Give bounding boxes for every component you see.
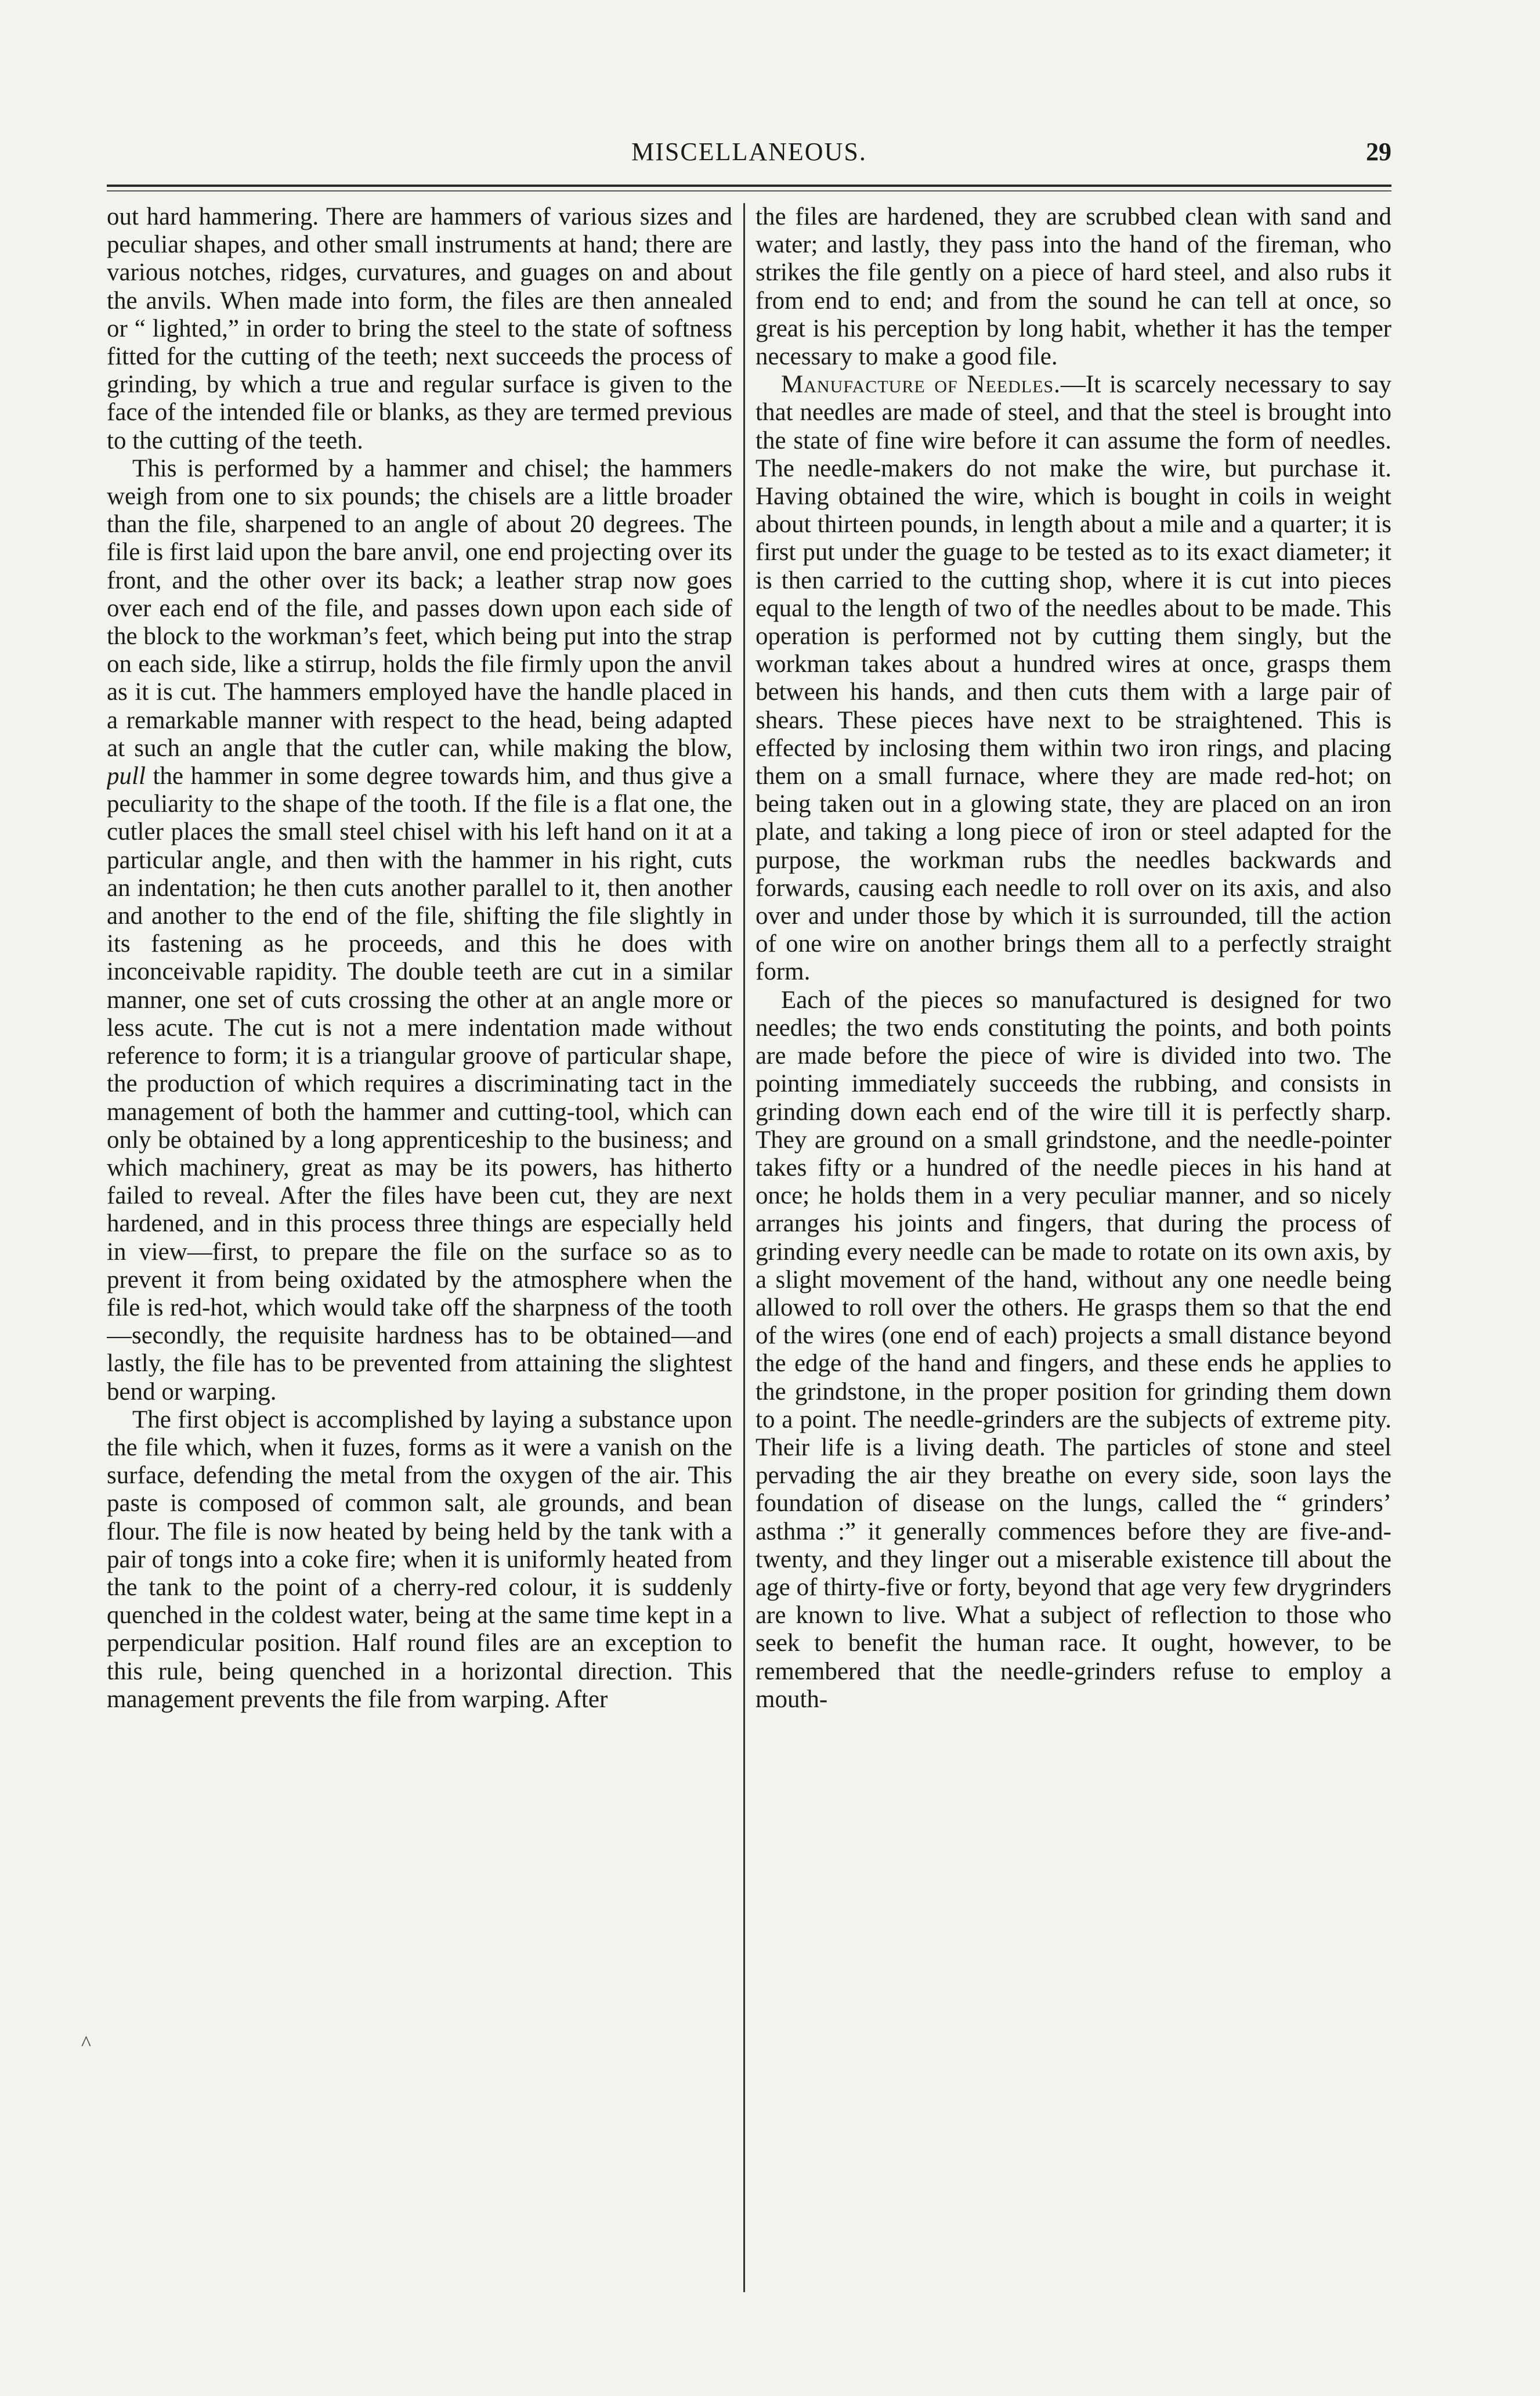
left-paragraph-2 — [107, 455, 732, 1406]
left-paragraph-2-continuation: the hammer in some degree towards him, and thus give a peculiarity to the shape of the tooth. If the file is a flat one, the cutler places the small steel chisel with his left hand on it at a particular angle, and then with the hammer in his right, cuts an indentation; he then cuts another parallel to it, then another and another to the end of the file, shifting the file slightly in its fastening as he proceeds, and this he does with inconceivable rapidity. The double teeth are cut in a similar manner, one set of cuts crossing the other at an angle more or less acute. The cut is not a mere indentation made without reference to form; it is a triangular groove of particular shape, the production of which requires a discriminating tact in the management of both the hammer and cutting-tool, which can only be obtained by a long apprenticeship to the business; and which machinery, great as may be its powers, has hitherto failed to reveal. After the files have been cut, they are next hardened, and in this process three things are especially held in view—first, to prepare the file on the surface so as to prevent it from being oxidated by the atmosphere when the file is red-hot, which would take off the sharpness of the tooth—secondly, the requisite hardness has to be obtained—and lastly, the file has to be prevented from attaining the slightest bend or warping. — [107, 762, 732, 1405]
header-rule-secondary — [107, 190, 1391, 191]
section-heading-needles: Manufacture of Needles. — [781, 371, 1061, 399]
italic-word: pull — [107, 762, 146, 790]
running-title: MISCELLANEOUS. — [631, 138, 867, 166]
page-number: 29 — [1366, 138, 1391, 166]
right-column — [755, 203, 1391, 2304]
left-paragraph-3: The first object is accomplished by laying a substance upon the file which, when it fuzes, forms as it were a vanish on the surface, defending the metal from the oxygen of the air. This paste is composed of common salt, ale grounds, and bean flour. The file is now heated by being held by the tank with a pair of tongs into a coke fire; when it is uniformly heated from the tank to the point of a cherry-red colour, it is suddenly quenched in the coldest water, being at the same time kept in a perpendicular position. Half round files are an exception to this rule, being quenched in a horizontal direction. This management prevents the file from warping. After — [107, 1405, 732, 1713]
page-header — [107, 135, 1391, 175]
column-divider — [743, 203, 745, 2292]
right-paragraph-2-text: —It is scarcely necessary to say that needles are made of steel, and that the steel is brought into the state of fine wire before it can assume the form of needles. The needle-makers do not make the wire, but purchase it. Having obtained the wire, which is bought in coils in weight about thirteen pounds, in length about a mile and a quarter; it is first put under the guage to be tested as to its exact diameter; it is then carried to the cutting shop, where it is cut into pieces equal to the length of two of the needles about to be made. This operation is performed not by cutting them singly, but the workman takes about a hundred wires at once, grasps them between his hands, and then cuts them with a large pair of shears. These pieces have next to be straightened. This is effected by inclosing them within two iron rings, and placing them on a small furnace, where they are made red-hot; on being taken out in a glowing state, they are placed on an iron plate, and taking a long piece of iron or steel adapted for the purpose, the workman rubs the needles backwards and forwards, causing each needle to roll over on its axis, and also over and under those by which it is surrounded, till the action of one wire on another brings them all to a perfectly straight form. — [755, 371, 1391, 986]
right-paragraph-1: the files are hardened, they are scrubbed clean with sand and water; and lastly, they pass into the hand of the fireman, who strikes the file gently on a piece of hard steel, and also rubs it from end to end; and from the sound he can tell at once, so great is his perception by long habit, whether it has the temper necessary to make a good file. — [755, 203, 1391, 371]
left-paragraph-1: out hard hammering. There are hammers of various sizes and peculiar shapes, and other small instruments at hand; there are various notches, ridges, curvatures, and guages on and about the anvils. When made into form, the files are then annealed or “ lighted,” in order to bring the steel to the state of softness fitted for the cutting of the teeth; next succeeds the process of grinding, by which a true and regular surface is given to the face of the intended file or blanks, as they are termed previous to the cutting of the teeth. — [107, 203, 732, 454]
margin-mark: ^ — [81, 2032, 91, 2055]
right-paragraph-3: Each of the pieces so manufactured is designed for two needles; the two ends constituting the points, and both points are made before the piece of wire is divided into two. The pointing immediately succeeds the rubbing, and consists in grinding down each end of the wire till it is perfectly sharp. They are ground on a small grindstone, and the needle-pointer takes fifty or a hundred of the needle pieces in his hand at once; he holds them in a very peculiar manner, and so nicely arranges his joints and fingers, that during the process of grinding every needle can be made to rotate on its own axis, by a slight movement of the hand, without any one needle being allowed to roll over the others. He grasps them so that the end of the wires (one end of each) projects a small distance beyond the edge of the hand and fingers, and these ends he applies to the grindstone, in the proper position for grinding them down to a point. The needle-grinders are the subjects of extreme pity. Their life is a living death. The particles of stone and steel pervading the air they breathe on every side, soon lays the foundation of disease on the lungs, called the “ grinders’ asthma :” it generally commences before they are five-and-twenty, and they linger out a miserable existence till about the age of thirty-five or forty, beyond that age very few drygrinders are known to live. What a subject of reflection to those who seek to benefit the human race. It ought, however, to be remembered that the needle-grinders refuse to employ a mouth- — [755, 986, 1391, 1713]
left-column — [107, 203, 732, 2304]
right-paragraph-2 — [755, 371, 1391, 986]
left-paragraph-2-text: This is performed by a hammer and chisel; the hammers weigh from one to six pounds; the chisels are a little broader than the file, sharpened to an angle of about 20 degrees. The file is first laid upon the bare anvil, one end projecting over its front, and the other over its back; a leather strap now goes over each end of the file, and passes down upon each side of the block to the workman’s feet, which being put into the strap on each side, like a stirrup, holds the file firmly upon the anvil as it is cut. The hammers employed have the handle placed in a remarkable manner with respect to the head, being adapted at such an angle that the cutler can, while making the blow, — [107, 454, 732, 762]
header-rule — [107, 185, 1391, 187]
